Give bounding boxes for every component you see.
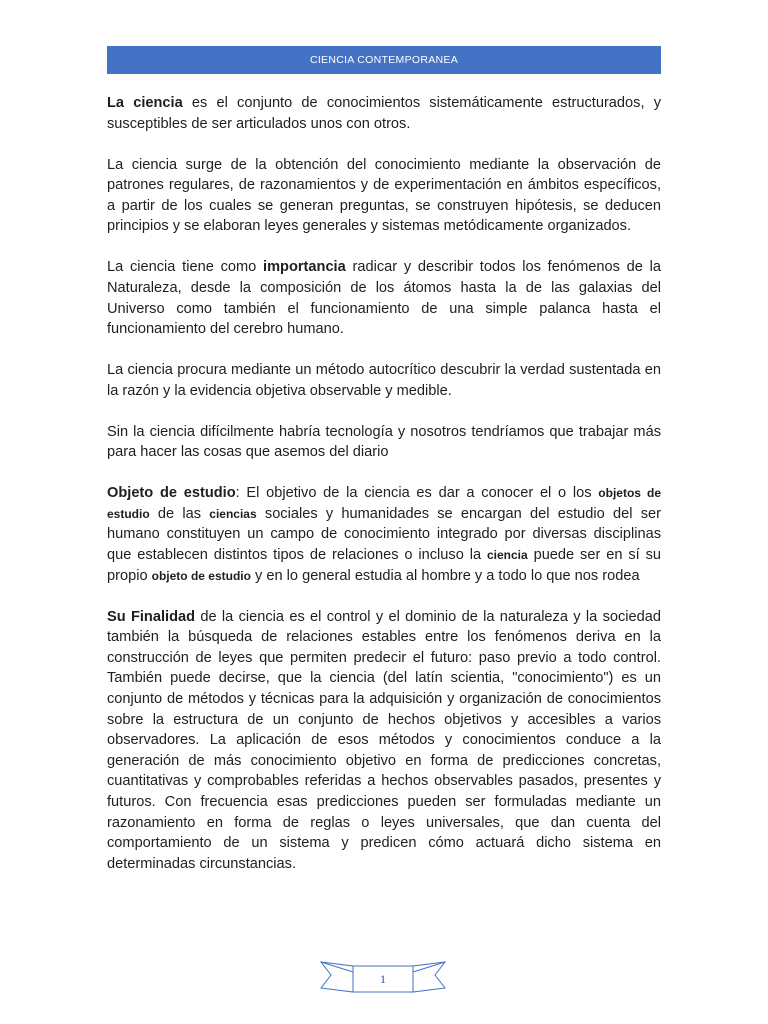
page-number-ribbon [319,958,447,996]
paragraph-method [107,360,661,401]
term-objeto-de-estudio: Objeto de estudio [107,485,236,502]
paragraph-text: de la ciencia es el control y el dominio de la naturaleza y la sociedad también la búsqueda de relaciones estables entre los fenómenos deriva en la construcción de leyes que permiten predecir el futuro: paso previo a todo control. También puede decirse, que la ciencia (del latín scientia, "conocimiento") es un conjunto de métodos y técnicas para la adquisición y organización de conocimientos sobre la estructura de un conjunto de hechos objetivos y accesibles a varios observadores. La aplicación de esos métodos y conocimientos conduce a la generación de más conocimiento objetivo en forma de predicciones concretas, cuantitativas y comprobables referidas a hechos observables pasados, presentes y futuros. Con frecuencia esas predicciones pueden ser formuladas mediante un razonamiento en forma de reglas o leyes universales, que dan cuenta del comportamiento de un sistema y predicen cómo actuará dicho sistema en determinadas circunstancias. [107,608,661,872]
paragraph-purpose [107,607,661,875]
paragraph-origin [107,155,661,237]
paragraph-object-of-study [107,483,661,586]
paragraph-text: La ciencia procura mediante un método autocrítico descubrir la verdad sustentada en la razón y la evidencia objetiva observable y medible. [107,362,661,399]
term-ciencia: ciencia [486,548,528,563]
document-body [107,93,661,895]
document-title: CIENCIA CONTEMPORANEA [309,54,459,66]
paragraph-text: Sin la ciencia difícilmente habría tecnología y nosotros tendríamos que trabajar más para hacer las cosas que asemos del diario [107,423,661,461]
paragraph-importance [107,257,661,339]
paragraph-text: La ciencia tiene como [107,259,264,276]
page-number: 1 [380,971,386,986]
paragraph-text: radicar y describir todos los fenómenos de la Naturaleza, desde la composición de los átomos hasta la de las galaxias del Universo como también el funcionamiento de una simple palanca hasta el funcionamiento del cerebro humano. [107,259,661,338]
paragraph-text: y en lo general estudia al hombre y a todo lo que nos rodea [250,567,640,584]
term-su-finalidad: Su Finalidad [107,608,196,625]
term-ciencias: ciencias [209,506,257,521]
paragraph-technology [107,422,661,463]
term-objeto-de-estudio-inline: objeto de estudio [151,568,251,583]
title-banner [107,46,661,74]
paragraph-text: es el conjunto de conocimientos sistemáticamente estructurados, y susceptibles de ser articulados unos con otros. [107,95,661,132]
paragraph-text: La ciencia surge de la obtención del conocimiento mediante la observación de patrones regulares, de razonamientos y de experimentación en ámbitos específicos, a partir de los cuales se generan preguntas, se construyen hipótesis, se deducen principios y se elaboran leyes generales y sistemas metódicamente organizados. [107,156,661,235]
paragraph-text: sociales y humanidades se encargan del estudio del ser humano constituyen un campo de conocimiento integrado por diversas disciplinas que establecen distintos tipos de relaciones o incluso la [107,505,661,564]
paragraph-text: puede ser en sí su propio [107,547,661,584]
paragraph-text: de las [149,505,210,522]
term-objetos-de-estudio: objetos de estudio [107,486,661,521]
paragraph-text: : El objetivo de la ciencia es dar a conocer el o los [235,485,599,502]
paragraph-definition [107,93,661,134]
term-importancia: importancia [263,259,346,276]
term-la-ciencia: La ciencia [107,95,183,111]
